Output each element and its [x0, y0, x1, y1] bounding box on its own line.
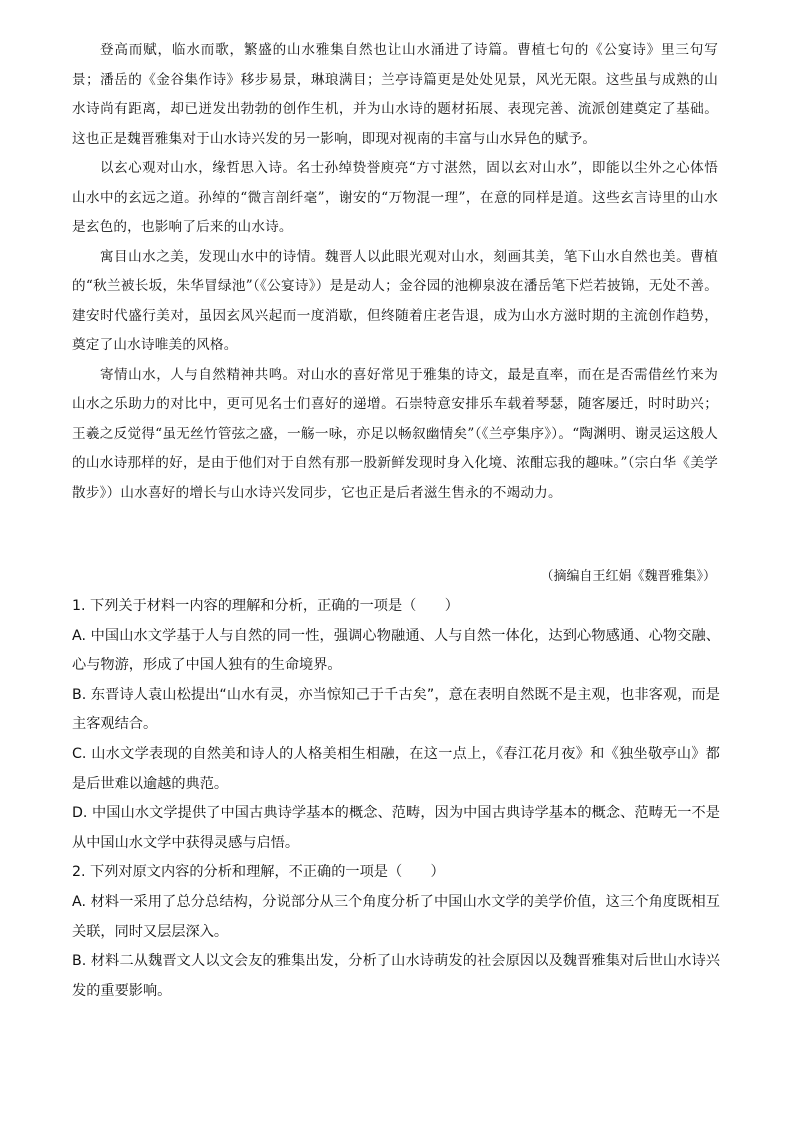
question-option: B. 东晋诗人袁山松提出“山水有灵，亦当惊知己于千古矣”，意在表明自然既不是主观，也非客观，而是主客观结合。: [72, 686, 720, 733]
passage: [72, 36, 718, 508]
passage-paragraph: 寓目山水之美，发现山水中的诗情。魏晋人以此眼光观对山水，刻画其美，笔下山水自然也美。曹植的“秋兰被长坂，朱华冒绿池”（《公宴诗》）是是动人；金谷园的池柳泉波在潘岳笔下烂若披锦，无处不善。建安时代盛行美对，虽因玄风兴起而一度消歇，但终随着庄老告退，成为山水方滋时期的主流创作趋势，奠定了山水诗唯美的风格。: [72, 248, 718, 353]
question-option: A. 中国山水文学基于人与自然的同一性，强调心物融通、人与自然一体化，达到心物感通、心物交融、心与物游，形成了中国人独有的生命境界。: [72, 627, 720, 674]
question-option: A. 材料一采用了总分总结构，分说部分从三个角度分析了中国山水文学的美学价值，这三个角度既相互关联，同时又层层深入。: [72, 893, 720, 940]
passage-paragraph: 登高而赋，临水而歌，繁盛的山水雅集自然也让山水涌进了诗篇。曹植七句的《公宴诗》里三句写景；潘岳的《金谷集作诗》移步易景，琳琅满目；兰亭诗篇更是处处见景，风光无限。这些虽与成熟的山水诗尚有距离，却已迸发出勃勃的创作生机，并为山水诗的题材拓展、表现完善、流派创建奠定了基础。这也正是魏晋雅集对于山水诗兴发的另一影响，即现对视南的丰富与山水异色的赋予。: [72, 42, 718, 147]
question: [72, 858, 720, 1006]
question: [72, 592, 720, 858]
passage-source: （摘编自王红娟《魏晋雅集》）: [540, 569, 716, 584]
question-stem: 1. 下列关于材料一内容的理解和分析，正确的一项是（ ）: [72, 598, 459, 614]
question-option: D. 中国山水文学提供了中国古典诗学基本的概念、范畴，因为中国古典诗学基本的概念、范畴无一不是从中国山水文学中获得灵感与启悟。: [72, 805, 720, 851]
question-option: B. 材料二从魏晋文人以文会友的雅集出发，分析了山水诗萌发的社会原因以及魏晋雅集对后世山水诗兴发的重要影响。: [72, 953, 720, 999]
question-list: [72, 592, 720, 1006]
question-option: C. 山水文学表现的自然美和诗人的人格美相生相融，在这一点上，《春江花月夜》和《独坐敬亭山》都是后世难以逾越的典范。: [72, 745, 720, 792]
passage-paragraph: 以玄心观对山水，缘哲思入诗。名士孙绰贽誉庾亮“方寸湛然，固以玄对山水”，即能以尘外之心体悟山水中的玄远之道。孙绰的“微言剖纤毫”，谢安的“万物混一理”，在意的同样是道。这些玄言诗里的山水是玄色的，也影响了后来的山水诗。: [72, 160, 718, 235]
passage-paragraph: 寄情山水，人与自然精神共鸣。对山水的喜好常见于雅集的诗文，最是直率，而在是否需借丝竹来为山水之乐助力的对比中，更可见名士们喜好的递增。石崇特意安排乐车载着琴瑟，随客屡迁，时时助兴；王羲之反觉得“虽无丝竹管弦之盛，一觞一咏，亦足以畅叙幽情矣”（《兰亭集序》）。“陶渊明、谢灵运这般人的山水诗那样的好，是由于他们对于自然有那一股新鲜发现时身入化境、浓酣忘我的趣味。”（宗白华《美学散步》）山水喜好的增长与山水诗兴发同步，它也正是后者滋生售永的不竭动力。: [72, 366, 718, 501]
question-stem: 2. 下列对原文内容的分析和理解，不正确的一项是（ ）: [72, 864, 445, 881]
